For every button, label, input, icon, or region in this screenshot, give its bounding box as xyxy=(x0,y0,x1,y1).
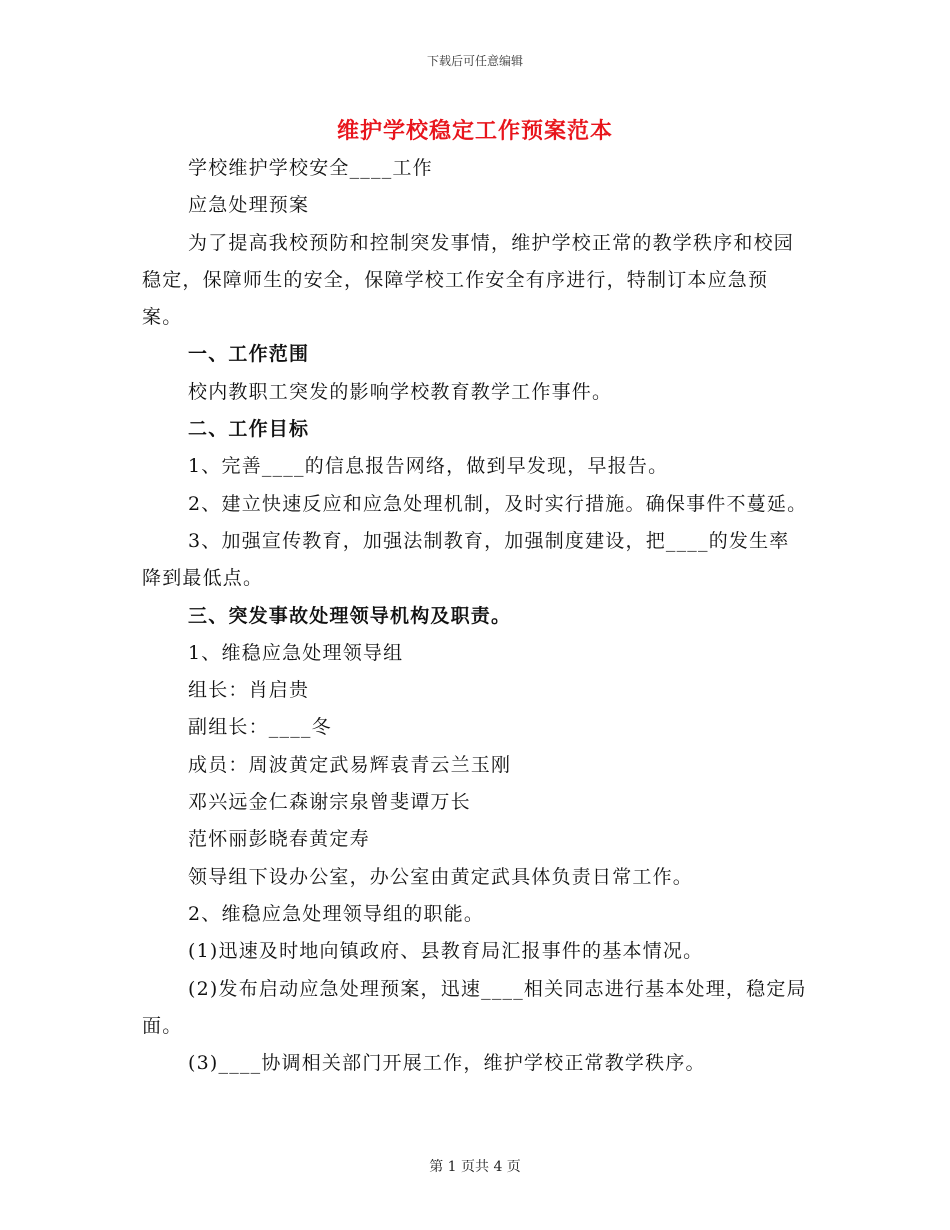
paragraph: 校内教职工突发的影响学校教育教学工作事件。 xyxy=(188,380,613,403)
paragraph: 组长：肖启贵 xyxy=(188,679,310,702)
paragraph: 为了提高我校预防和控制突发事情，维护学校正常的教学秩序和校园稳定，保障师生的安全，保障学校工作安全有序进行，特制订本应急预案。 xyxy=(142,231,795,329)
page-header: 下载后可任意编辑 xyxy=(426,54,523,68)
section-heading: 三、突发事故处理领导机构及职责。 xyxy=(188,604,512,627)
paragraph: 2、维稳应急处理领导组的职能。 xyxy=(188,902,485,925)
page-footer: 第 1 页共 4 页 xyxy=(429,1159,521,1175)
paragraph: 范怀丽彭晓春黄定寿 xyxy=(188,828,370,851)
paragraph: 2、建立快速反应和应急处理机制，及时实行措施。确保事件不蔓延。 xyxy=(188,492,808,515)
paragraph: 成员：周波黄定武易辉袁青云兰玉刚 xyxy=(188,753,512,776)
paragraph: 3、加强宣传教育，加强法制教育，加强制度建设，把____的发生率降到最低点。 xyxy=(142,529,790,590)
paragraph: 副组长：____冬 xyxy=(188,716,332,739)
section-heading: 一、工作范围 xyxy=(188,343,310,366)
paragraph: 1、维稳应急处理领导组 xyxy=(188,641,404,664)
paragraph: 邓兴远金仁森谢宗泉曾斐谭万长 xyxy=(188,791,471,814)
section-heading: 二、工作目标 xyxy=(188,418,310,441)
paragraph: (3)____协调相关部门开展工作，维护学校正常教学秩序。 xyxy=(188,1052,706,1075)
document-body xyxy=(142,150,808,1082)
paragraph: 领导组下设办公室，办公室由黄定武具体负责日常工作。 xyxy=(188,865,694,888)
paragraph: 应急处理预案 xyxy=(188,194,310,217)
paragraph: 1、完善____的信息报告网络，做到早发现，早报告。 xyxy=(188,455,669,478)
document-title: 维护学校稳定工作预案范本 xyxy=(336,118,613,144)
paragraph: (1)迅速及时地向镇政府、县教育局汇报事件的基本情况。 xyxy=(188,940,704,963)
paragraph: 学校维护学校安全____工作 xyxy=(188,157,433,179)
paragraph: (2)发布启动应急处理预案，迅速____相关同志进行基本处理，稳定局面。 xyxy=(142,977,807,1037)
